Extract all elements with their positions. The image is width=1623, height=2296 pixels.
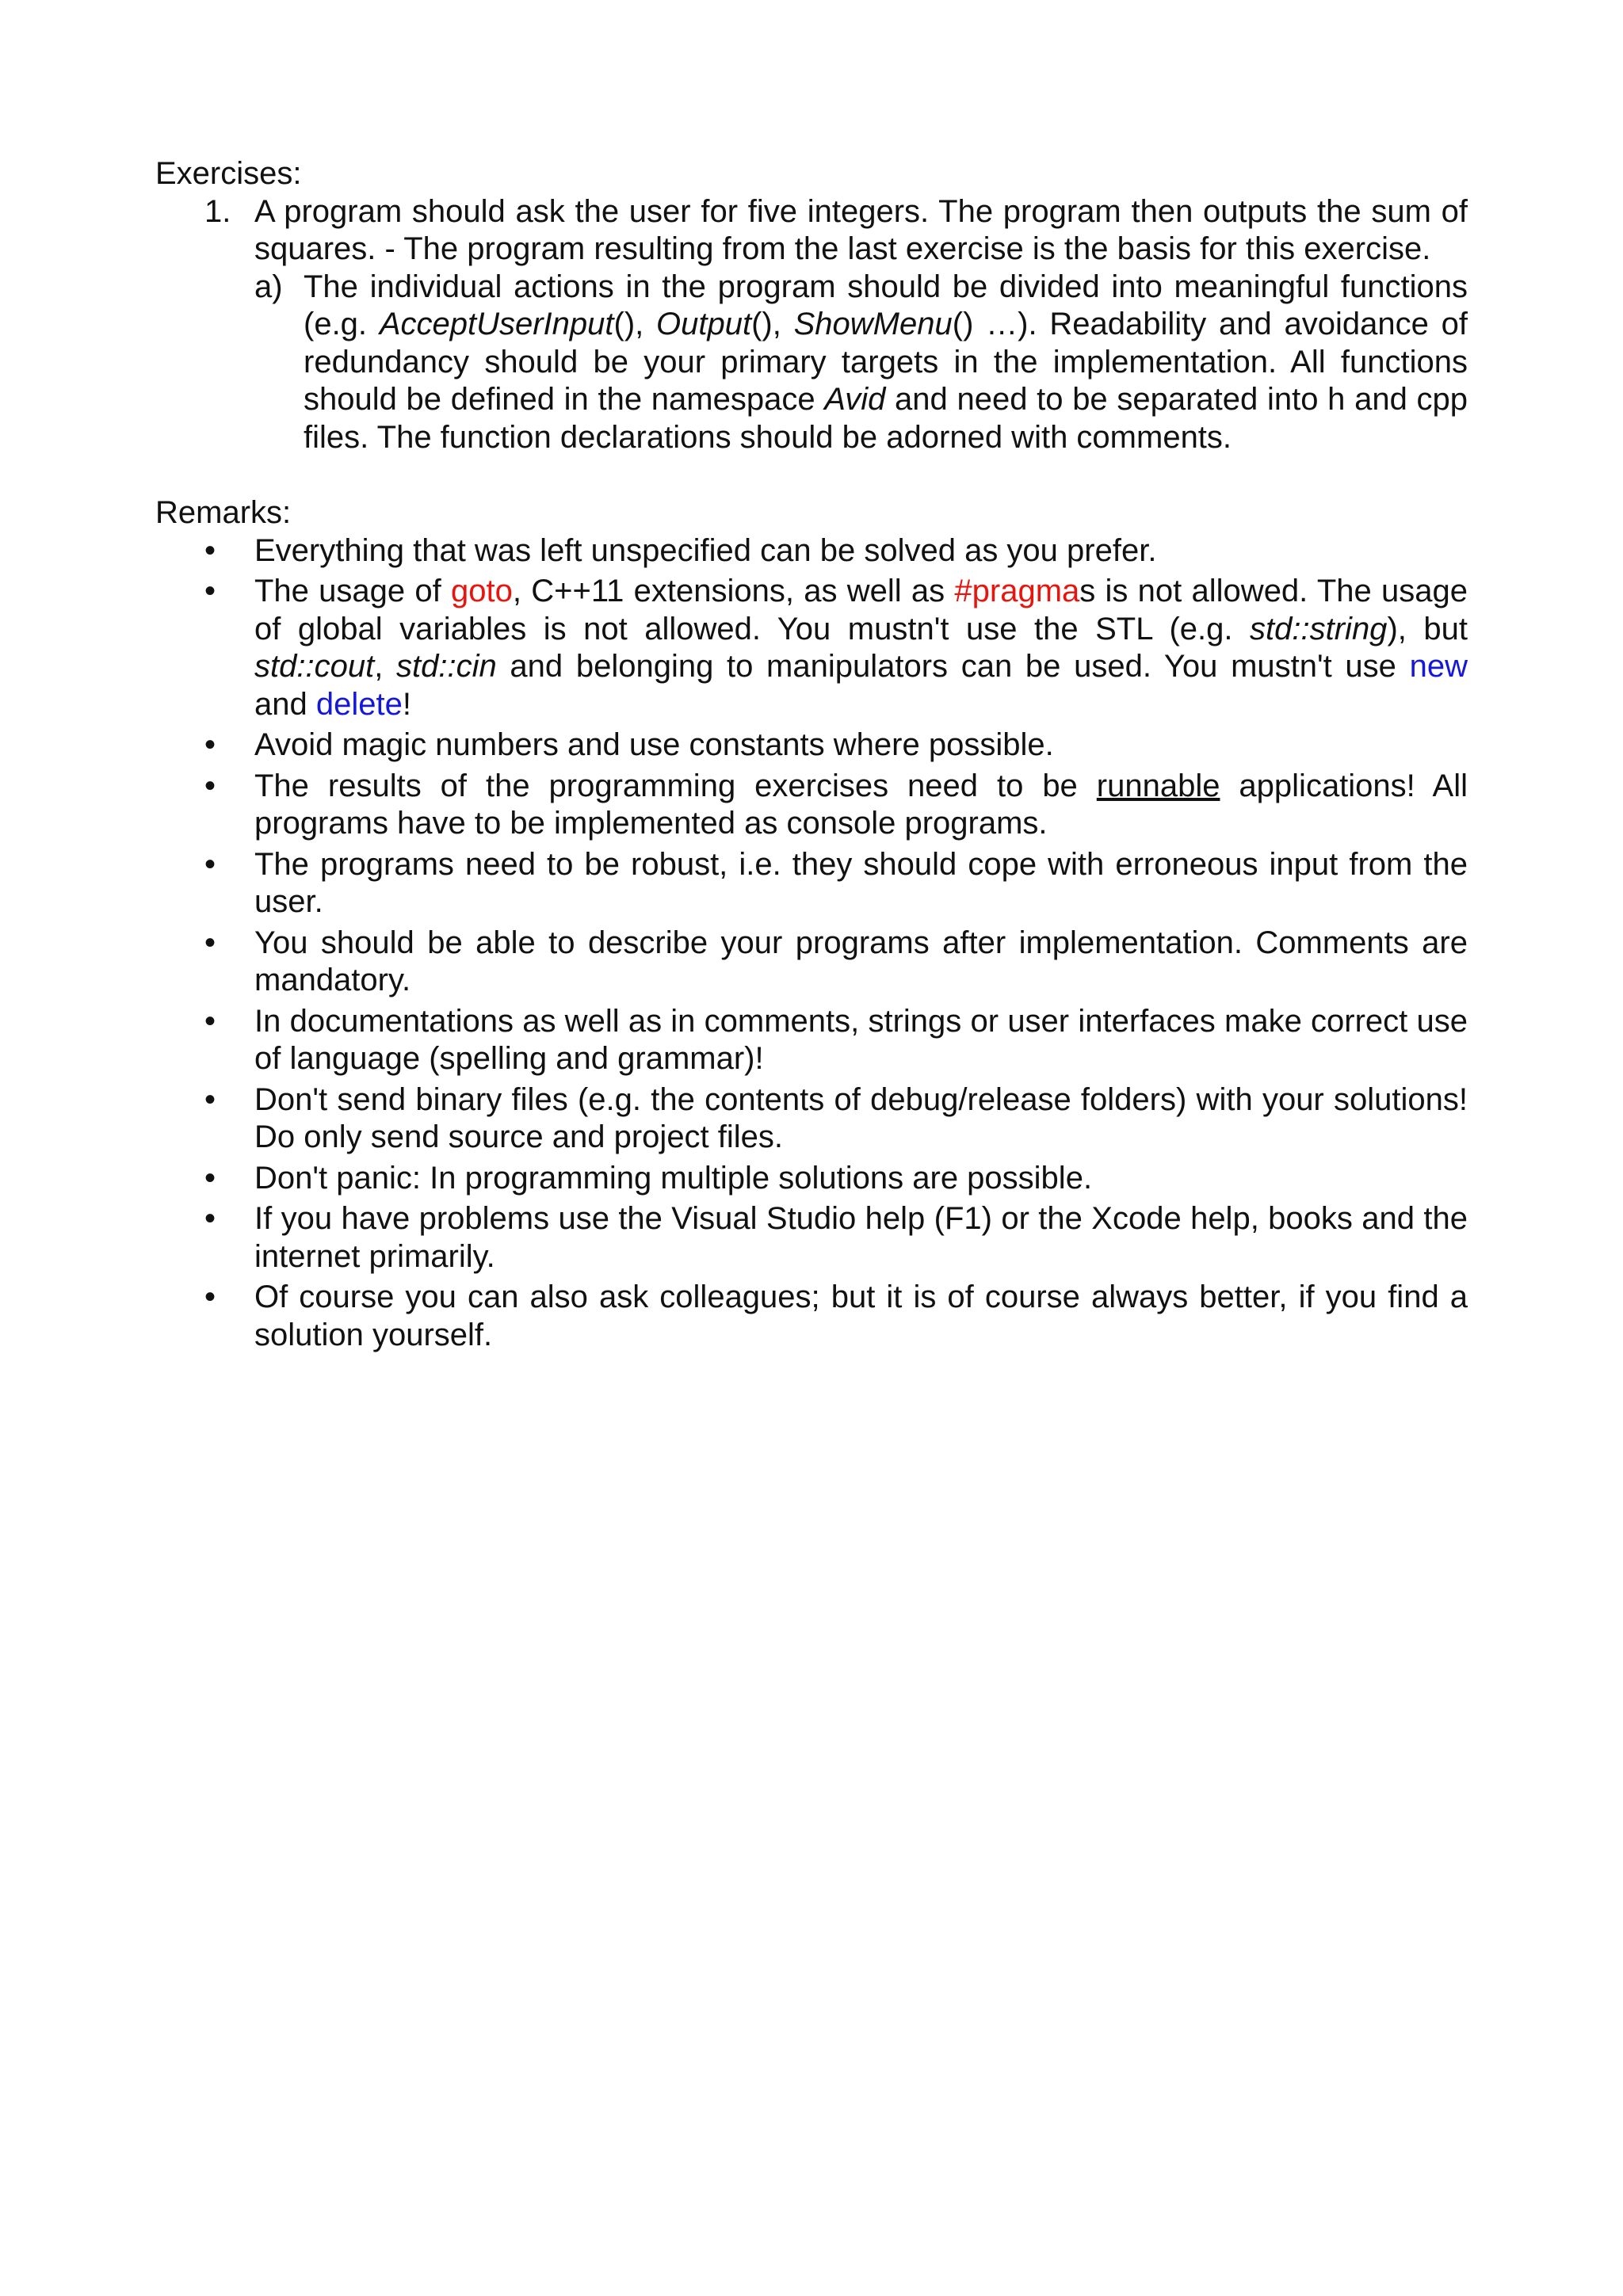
bullet-icon: • bbox=[204, 532, 216, 568]
remark-item bbox=[155, 727, 1468, 765]
subitem-text-part: () …). Readability and avoidance of redundancy should be your primary targets in the implementation. All functions should be defined in the namespace bbox=[304, 307, 1468, 417]
namespace-name: Avid bbox=[824, 382, 886, 417]
bullet-icon: • bbox=[204, 574, 216, 608]
remark-text-part: , C++11 extensions, as well as bbox=[512, 574, 955, 608]
remark-text-part: and belonging to manipulators can be used. You mustn't use bbox=[496, 649, 1410, 684]
remark-item bbox=[155, 573, 1468, 723]
bullet-icon: • bbox=[204, 1081, 216, 1117]
function-name: Output bbox=[656, 307, 752, 341]
remark-text-part: , bbox=[374, 649, 396, 684]
remark-text-part: The results of the programming exercises need to be bbox=[254, 768, 1097, 803]
document-content bbox=[155, 155, 1468, 1357]
remark-item bbox=[155, 925, 1468, 1000]
remark-text: Everything that was left unspecified can be solved as you prefer. bbox=[254, 532, 1157, 568]
remark-item bbox=[155, 1200, 1468, 1276]
remark-text: In documentations as well as in comments, strings or user interfaces make correct use of language (spelling and grammar)! bbox=[254, 1003, 1468, 1076]
bullet-icon: • bbox=[204, 768, 216, 803]
section-gap bbox=[155, 456, 1468, 494]
code-std-string: std::string bbox=[1250, 611, 1388, 646]
remarks-list bbox=[155, 532, 1468, 1355]
exercise-number: 1. bbox=[204, 193, 231, 229]
remark-text-part: applications! All programs have to be implemented as console programs. bbox=[254, 768, 1468, 841]
subitem-text-part: The individual actions in the program should be divided into meaningful functions (e.g. bbox=[304, 269, 1468, 341]
remark-text: Don't send binary files (e.g. the contents of debug/release folders) with your solutions! Do only send source and project files. bbox=[254, 1081, 1468, 1154]
bullet-icon: • bbox=[204, 1201, 216, 1236]
remark-item bbox=[155, 846, 1468, 921]
subitem-text-part: (), bbox=[613, 307, 657, 341]
code-std-cin: std::cin bbox=[396, 649, 497, 684]
bullet-icon: • bbox=[204, 1003, 216, 1039]
remark-text bbox=[254, 769, 1468, 841]
bullet-icon: • bbox=[204, 925, 216, 960]
remark-item bbox=[155, 768, 1468, 843]
exercise-text: A program should ask the user for five integers. The program then outputs the sum of squares. - The program resulting from the last exercise is the basis for this exercise. bbox=[254, 193, 1468, 266]
keyword-goto: goto bbox=[451, 574, 513, 608]
remark-text: Of course you can also ask colleagues; but it is of course always better, if you find a solution yourself. bbox=[254, 1280, 1468, 1352]
remark-text-part: ), but bbox=[1387, 611, 1468, 646]
exercise-subitem bbox=[254, 269, 1468, 457]
function-name: ShowMenu bbox=[793, 307, 953, 341]
remark-item bbox=[155, 1160, 1468, 1198]
underlined-runnable: runnable bbox=[1096, 768, 1220, 803]
remark-text: The programs need to be robust, i.e. they should cope with erroneous input from the user. bbox=[254, 846, 1468, 919]
remark-text: If you have problems use the Visual Studio help (F1) or the Xcode help, books and the internet primarily. bbox=[254, 1201, 1468, 1274]
bullet-icon: • bbox=[204, 1160, 216, 1196]
keyword-new: new bbox=[1409, 649, 1468, 684]
keyword-pragma: #pragma bbox=[954, 574, 1080, 608]
subitem-text-part: (), bbox=[751, 307, 794, 341]
remark-text-part: and bbox=[254, 686, 316, 722]
subitem-text-part: and need to be separated into h and cpp files. The function declarations should be adorned with comments. bbox=[304, 382, 1468, 455]
bullet-icon: • bbox=[204, 846, 216, 882]
code-std-cout: std::cout bbox=[254, 649, 375, 684]
function-name: AcceptUserInput bbox=[379, 307, 614, 341]
remark-text: Don't panic: In programming multiple solutions are possible. bbox=[254, 1160, 1093, 1196]
remark-text-part: s is not allowed. The usage of global variables is not allowed. You mustn't use the STL (e.g. bbox=[254, 574, 1468, 646]
remark-text: Avoid magic numbers and use constants where possible. bbox=[254, 727, 1054, 762]
remark-item bbox=[155, 532, 1468, 570]
exercises-heading: Exercises: bbox=[155, 156, 302, 191]
remark-text: You should be able to describe your programs after implementation. Comments are mandatory. bbox=[254, 925, 1468, 997]
remarks-heading: Remarks: bbox=[155, 495, 292, 530]
remark-text-part: ! bbox=[402, 686, 411, 722]
remark-item bbox=[155, 1003, 1468, 1078]
remark-text bbox=[254, 574, 1468, 722]
remark-item bbox=[155, 1279, 1468, 1354]
exercise-item bbox=[155, 193, 1468, 457]
bullet-icon: • bbox=[204, 1280, 216, 1314]
remark-item bbox=[155, 1081, 1468, 1157]
subitem-text bbox=[304, 269, 1468, 455]
bullet-icon: • bbox=[204, 727, 216, 762]
subitem-label: a) bbox=[254, 269, 283, 304]
keyword-delete: delete bbox=[315, 686, 403, 722]
remark-text-part: The usage of bbox=[254, 574, 452, 608]
